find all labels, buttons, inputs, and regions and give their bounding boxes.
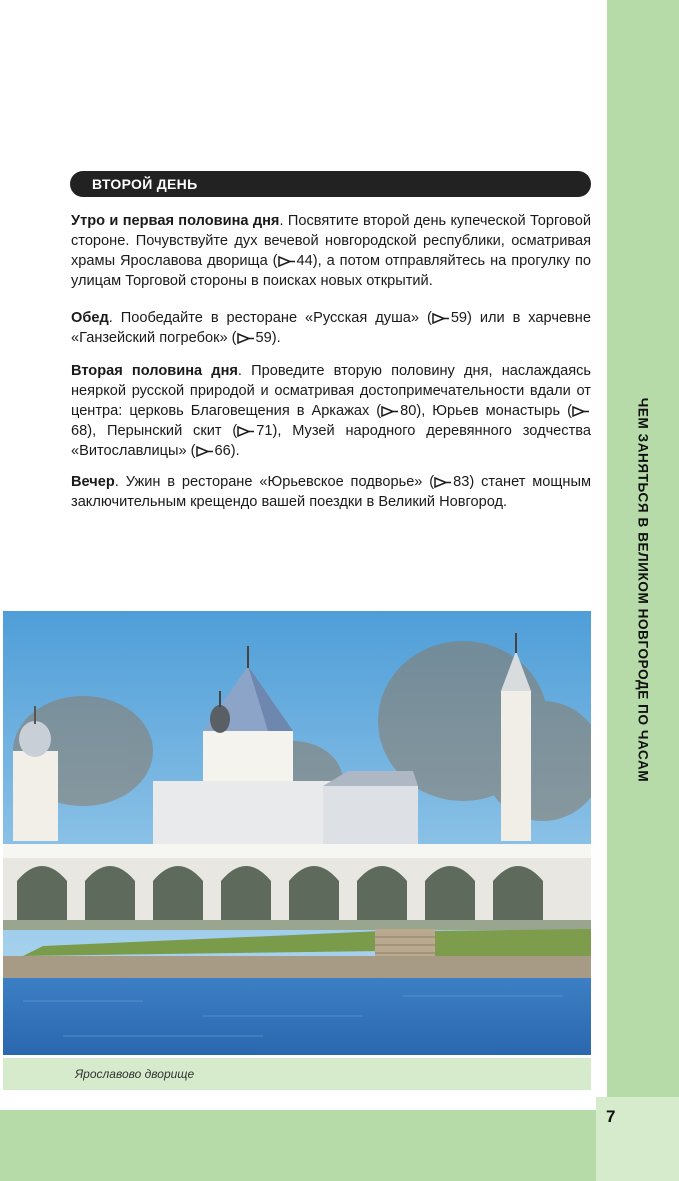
triangle-pointer-icon [432,313,450,324]
side-chapter-title: ЧЕМ ЗАНЯТЬСЯ В ВЕЛИКОМ НОВГОРОДЕ ПО ЧАСАМ [635,397,651,783]
day-heading: ВТОРОЙ ДЕНЬ [92,176,198,192]
page-ref: 59 [450,310,468,326]
day-heading-bar [70,171,591,197]
paragraph-lunch: Обед. Пообедайте в ресторане «Русская душа» ( 59) или в харчевне «Ганзейский погребок» ( 59). [71,310,591,346]
page-ref: 59 [255,330,272,346]
triangle-pointer-icon [572,406,590,417]
page-ref: 71 [256,423,273,439]
triangle-pointer-icon [196,446,214,457]
triangle-pointer-icon [278,256,296,267]
page-ref: 44 [296,253,313,269]
triangle-pointer-icon [381,406,399,417]
page-ref: 68 [71,423,88,439]
paragraph-morning: Утро и первая половина дня. Посвятите второй день купеческой Торговой стороне. Почувствуйте дух вечевой новгородской республики, осматривая храмы Ярославова дворища ( 44), а потом отправляйтесь на прогулку по улицам Торговой стороны в поисках новых открытий. [71,213,591,289]
paragraph-label: Утро и первая половина дня [71,213,280,229]
triangle-pointer-icon [237,426,255,437]
paragraph-label: Обед [71,310,109,326]
paragraph-evening: Вечер. Ужин в ресторане «Юрьевское подворье» ( 83) станет мощным заключительным крещендо вашей поездки в Великий Новгород. [71,474,591,510]
photo-yaroslav-court [3,611,591,1055]
triangle-pointer-icon [237,333,255,344]
triangle-pointer-icon [434,477,452,488]
paragraph-afternoon: Вторая половина дня. Проведите вторую половину дня, наслаждаясь неяркой русской природой и осматривая достопримечательности вдали от центра: церковь Благовещения в Аркажах ( 80), Юрьев монастырь (68), Перынский скит ( 71), Музей народного деревянного зодчества «Витославлицы» ( 66). [71,363,591,459]
page-ref: 83 [453,474,470,490]
paragraph-label: Вторая половина дня [71,363,238,379]
page-number: 7 [606,1107,616,1126]
page-ref: 80 [400,403,417,419]
page-ref: 66 [214,443,231,459]
bottom-band [0,1110,596,1181]
photo-caption-box [3,1058,591,1090]
paragraph-label: Вечер [71,474,115,490]
photo-caption: Ярославово дворище [75,1067,195,1081]
